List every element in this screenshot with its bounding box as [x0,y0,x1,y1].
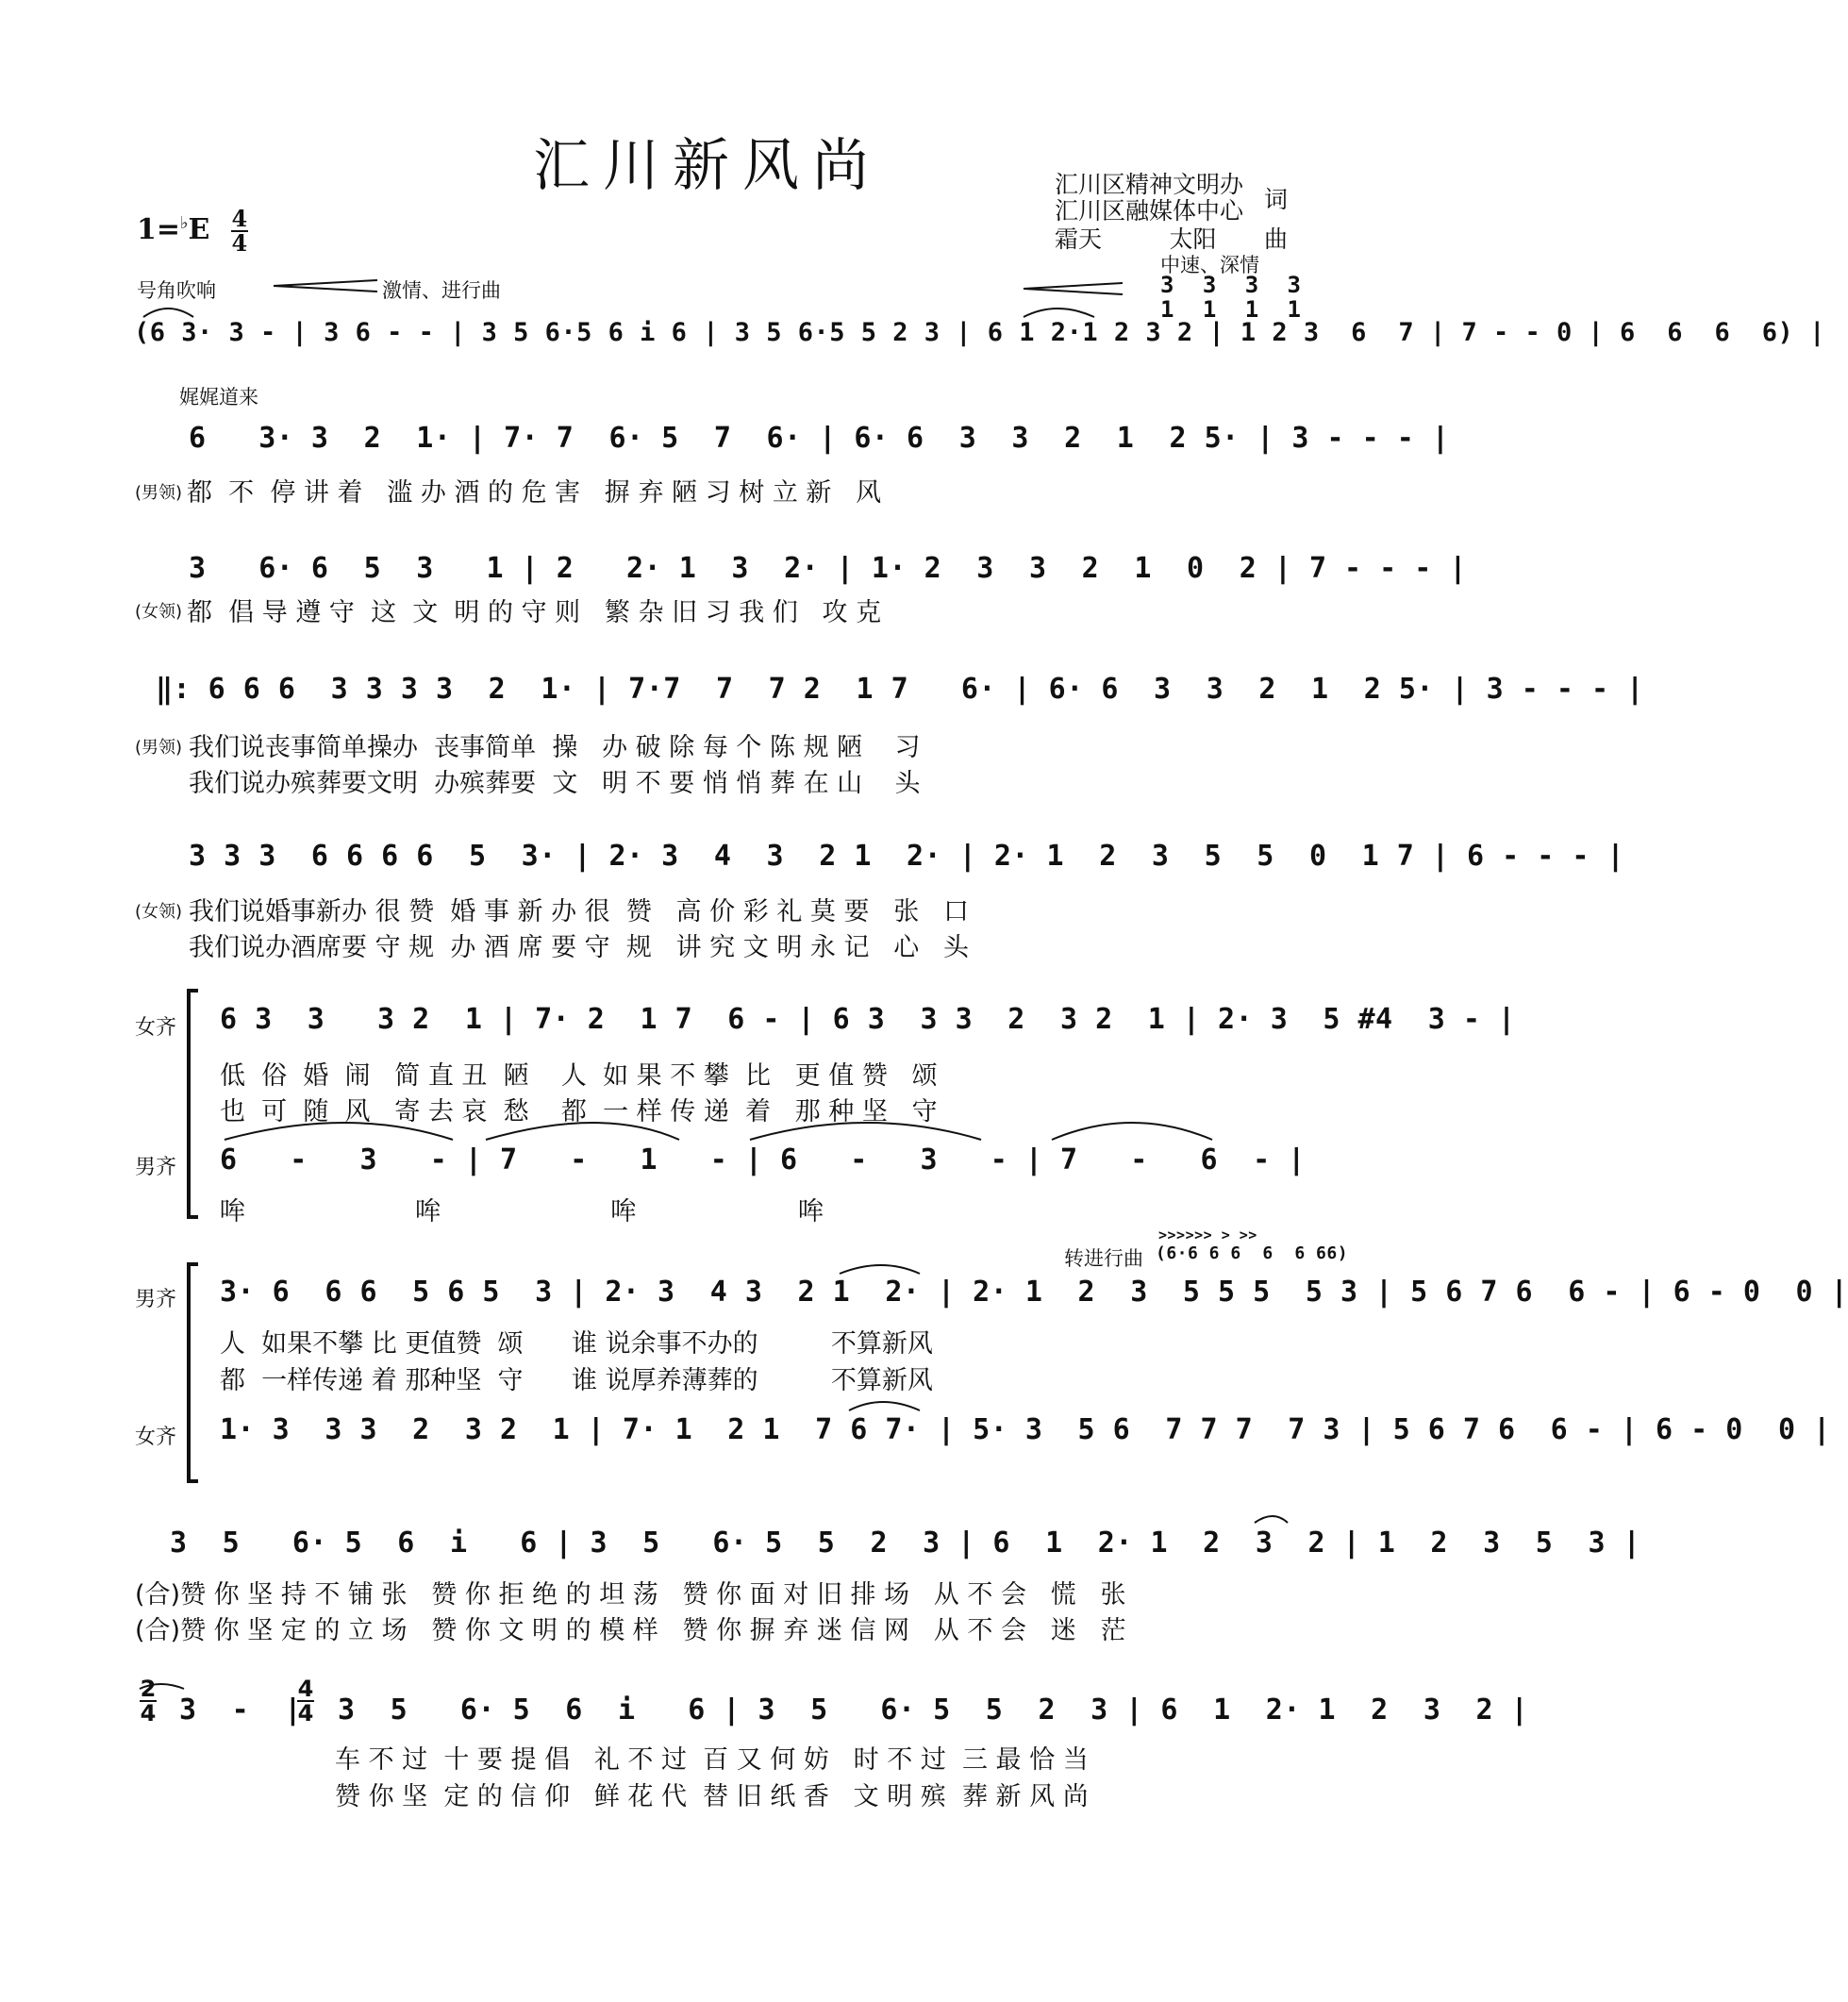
chorus2-lyric: 车 不 过 十 要 提 倡 礼 不 过 百 又 何 妨 时 不 过 三 最 恰 当 [335,1745,1089,1775]
row3-lyric: 我们说丧事简单操办 丧事简单 操 办 破 除 每 个 陈 规 陋 习 [189,733,921,762]
slur-4 [1052,1123,1212,1140]
lyricist-2: 汇川区融媒体中心 [1055,197,1244,225]
music-mark: 曲 [1264,225,1289,253]
time-den: 4 [231,229,248,257]
chorus2-notes-a: 3 - | [179,1693,302,1727]
time-num: 4 [231,205,248,232]
row1-role: (男领) [135,483,183,503]
intro-slur-1 [143,309,193,317]
chorus2-tie [140,1684,184,1689]
key-prefix: 1= [137,213,181,246]
row1-lyric: 都 不 停 讲 着 滥 办 酒 的 危 害 摒 弃 陋 习 树 立 新 风 [187,478,882,508]
row2-lyric: 都 倡 导 遵 守 这 文 明 的 守 则 繁 杂 旧 习 我 们 攻 克 [187,598,882,627]
sys1-top-notes: 6 3 3 3 2 1 | 7· 2 1 7 6 - | 6 3 3 3 2 3 2 1 | 2· 3 5 #4 3 - | [220,1003,1516,1036]
slur-1 [225,1123,453,1140]
tempo-intro: 号角吹响 [137,279,216,302]
flat-sign: ♭ [180,213,189,233]
slur-2 [486,1123,679,1140]
sys2-top-lyric2: 都 一样传递 着 那种坚 守 谁 说厚养薄葬的 不算新风 [220,1366,933,1395]
sys1-bot-label: 男齐 [135,1156,177,1179]
sys2-top-notes: 3· 6 6 6 5 6 5 3 | 2· 3 4 3 2 1 2· | 2· 1 2 3 5 5 5 5 3 | 5 6 7 6 6 - | 6 - 0 0 | [220,1276,1848,1309]
ts2-den: 4 [297,1700,314,1727]
row4-role: (女领) [135,902,183,922]
sys1-top-lyric2: 也 可 随 风 寄 去 哀 愁 都 一 样 传 递 着 那 种 坚 守 [220,1097,938,1126]
row4-notes: 3 3 3 6 6 6 6 5 3· | 2· 3 4 3 2 1 2· | 2· 1 2 3 5 5 0 1 7 | 6 - - - | [189,840,1625,873]
chord-mid: 1 1 1 1 [1160,296,1302,323]
chorus1-notes: 3 5 6· 5 6 i 6 | 3 5 6· 5 5 2 3 | 6 1 2· 1 2 3 2 | 1 2 3 5 3 | [170,1527,1641,1560]
row1-notes: 6 3· 3 2 1· | 7· 7 6· 5 7 6· | 6· 6 3 3 2 1 2 5· | 3 - - - | [189,422,1450,455]
sys2-bot-label: 女齐 [135,1426,177,1449]
sys1-top-label: 女齐 [135,1016,177,1040]
row3-notes: ‖: 6 6 6 3 3 3 3 2 1· | 7·7 7 7 2 1 7 6· | 6· 6 3 3 2 1 2 5· | 3 - - - | [156,673,1644,706]
chorus1-lyric2: (合)赞 你 坚 定 的 立 场 赞 你 文 明 的 模 样 赞 你 摒 弃 迷 信 网 从 不 会 迷 茫 [135,1616,1126,1645]
system2-bracket [189,1264,198,1481]
crescendo-hairpin-1 [274,280,377,292]
crescendo-hairpin-2 [1024,283,1123,294]
intro-slur-2 [1024,309,1094,317]
lyrics-mark: 词 [1264,186,1289,213]
sys2-bot-notes: 1· 3 3 3 2 3 2 1 | 7· 1 2 1 7 6 7· | 5· 3 5 6 7 7 7 7 3 | 5 6 7 6 6 - | 6 - 0 0 | [220,1413,1831,1446]
sys1-top-lyric: 低 俗 婚 闹 简 直 丑 陋 人 如 果 不 攀 比 更 值 赞 颂 [220,1061,938,1091]
row2-role: (女领) [135,602,183,622]
chord-top: 3 3 3 3 [1160,272,1302,298]
sys2-top-lyric: 人 如果不攀 比 更值赞 颂 谁 说余事不办的 不算新风 [220,1329,933,1359]
tempo-transition: 转进行曲 [1064,1247,1143,1270]
tempo-speak: 娓娓道来 [179,386,258,409]
chorus2-lyric2: 赞 你 坚 定 的 信 仰 鲜 花 代 替 旧 纸 香 文 明 殡 葬 新 风 尚 [335,1782,1089,1811]
ts-num: 2 [140,1676,157,1702]
sys2-top-label: 男齐 [135,1288,177,1311]
tempo-verse: 中速、深情 [1160,254,1259,276]
lyricist-1: 汇川区精神文明办 [1055,171,1244,198]
system1-bracket [189,991,198,1217]
sys2-slur-1 [840,1265,920,1274]
song-title: 汇川新风尚 [533,133,882,199]
transition-notes: (6·6 6 6 6 6 66) [1156,1243,1349,1263]
chorus2-notes-b: 3 5 6· 5 6 i 6 | 3 5 6· 5 5 2 3 | 6 1 2· 1 2 3 2 | [338,1693,1529,1727]
key-note: E [188,213,210,246]
accent-marks: >>>>>> > >> [1158,1226,1257,1243]
ts-den: 4 [140,1700,157,1727]
chorus-tie [1255,1516,1288,1523]
tempo-style: 激情、进行曲 [382,279,501,302]
sys1-bot-notes: 6 - 3 - | 7 - 1 - | 6 - 3 - | 7 - 6 - | [220,1143,1306,1176]
ts2-num: 4 [297,1676,314,1702]
sys1-bot-lyric: 哞 哞 哞 哞 [220,1197,824,1226]
row3-lyric2: 我们说办殡葬要文明 办殡葬要 文 明 不 要 悄 悄 葬 在 山 头 [189,769,921,798]
intro-notes: (6 3· 3 - | 3 6 - - | 3 5 6·5 6 i 6 | 3 5 6·5 5 2 3 | 6 1 2·1 2 3 2 | 1 2 3 6 7 | 7 - - 0 | 6 6 6 6) | [134,318,1825,347]
sys2-slur-2 [849,1402,920,1410]
row3-role: (男领) [135,738,183,758]
row4-lyric: 我们说婚事新办 很 赞 婚 事 新 办 很 赞 高 价 彩 礼 莫 要 张 口 [189,897,969,926]
chorus1-lyric: (合)赞 你 坚 持 不 铺 张 赞 你 拒 绝 的 坦 荡 赞 你 面 对 旧 排 场 从 不 会 慌 张 [135,1580,1126,1610]
row2-notes: 3 6· 6 5 3 1 | 2 2· 1 3 2· | 1· 2 3 3 2 1 0 2 | 7 - - - | [189,552,1467,585]
slur-3 [750,1123,981,1140]
row4-lyric2: 我们说办酒席要 守 规 办 酒 席 要 守 规 讲 究 文 明 永 记 心 头 [189,933,969,962]
composers: 霜天 太阳 [1055,225,1217,253]
